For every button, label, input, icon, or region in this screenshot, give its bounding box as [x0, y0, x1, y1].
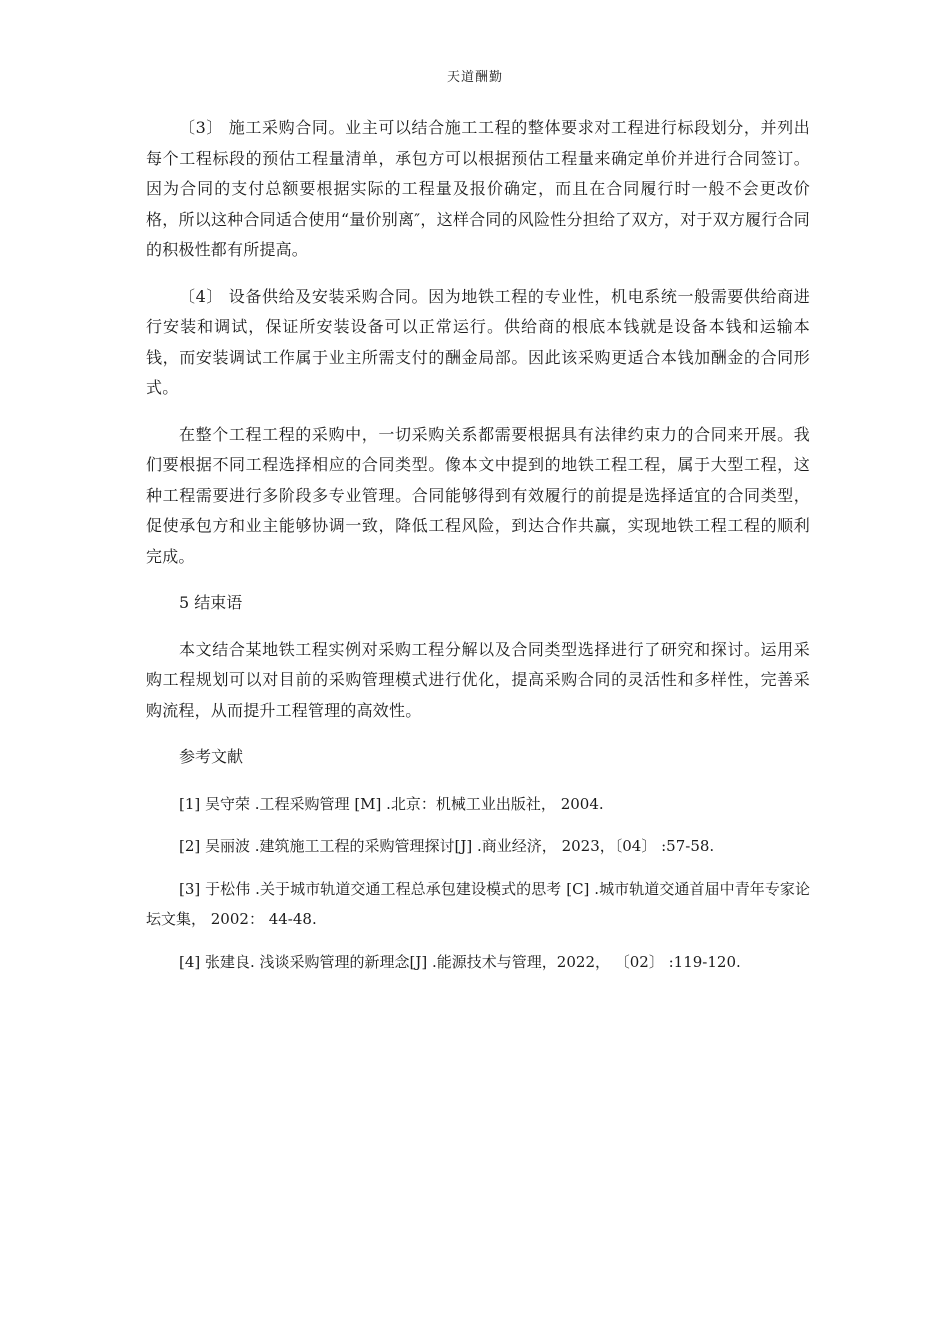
paragraph-conclusion: 本文结合某地铁工程实例对采购工程分解以及合同类型选择进行了研究和探讨。运用采购工程规划可以对目前的采购管理模式进行优化，提高采购合同的灵活性和多样性，完善采购流程，从而提升工程管理的高效性。 [146, 639, 810, 720]
paragraph-equipment-contract: 〔4〕 设备供给及安装采购合同。因为地铁工程的专业性，机电系统一般需要供给商进行安装和调试，保证所安装设备可以正常运行。供给商的根底本钱就是设备本钱和运输本钱，而安装调试工作属于业主所需支付的酬金局部。因此该采购更适合本钱加酬金的合同形式。 [146, 286, 810, 397]
page-header: 天道酬勤 [446, 70, 503, 85]
reference-item: [1] 吴守荣 .工程采购管理 [M] .北京：机械工业出版社， 2004. [179, 794, 604, 813]
section-heading-conclusion: 5 结束语 [179, 593, 243, 612]
reference-item: [4] 张建良. 浅谈采购管理的新理念[J] .能源技术与管理，2022， 〔02〕 :119-120. [179, 952, 741, 971]
document-body [146, 113, 810, 989]
paragraph-procurement-summary: 在整个工程工程的采购中，一切采购关系都需要根据具有法律约束力的合同来开展。我们要根据不同工程选择相应的合同类型。像本文中提到的地铁工程工程，属于大型工程，这种工程需要进行多阶段多专业管理。合同能够得到有效履行的前提是选择适宜的合同类型，促使承包方和业主能够协调一致，降低工程风险，到达合作共赢，实现地铁工程工程的顺利完成。 [146, 424, 810, 566]
paragraph-construction-contract: 〔3〕 施工采购合同。业主可以结合施工工程的整体要求对工程进行标段划分，并列出每个工程标段的预估工程量清单，承包方可以根据预估工程量来确定单价并进行合同签订。因为合同的支付总额要根据实际的工程量及报价确定，而且在合同履行时一般不会更改价格，所以这种合同适合使用“量价别离″，这样合同的风险性分担给了双方，对于双方履行合同的积极性都有所提高。 [146, 118, 810, 259]
reference-item: [2] 吴丽波 .建筑施工工程的采购管理探讨[J] .商业经济， 2023，〔04〕 :57-58. [179, 837, 715, 855]
section-heading-references: 参考文献 [179, 747, 244, 766]
reference-item: [3] 于松伟 .关于城市轨道交通工程总承包建设模式的思考 [C] .城市轨道交通首届中青年专家论坛文集， 2002： 44-48. [146, 879, 810, 928]
